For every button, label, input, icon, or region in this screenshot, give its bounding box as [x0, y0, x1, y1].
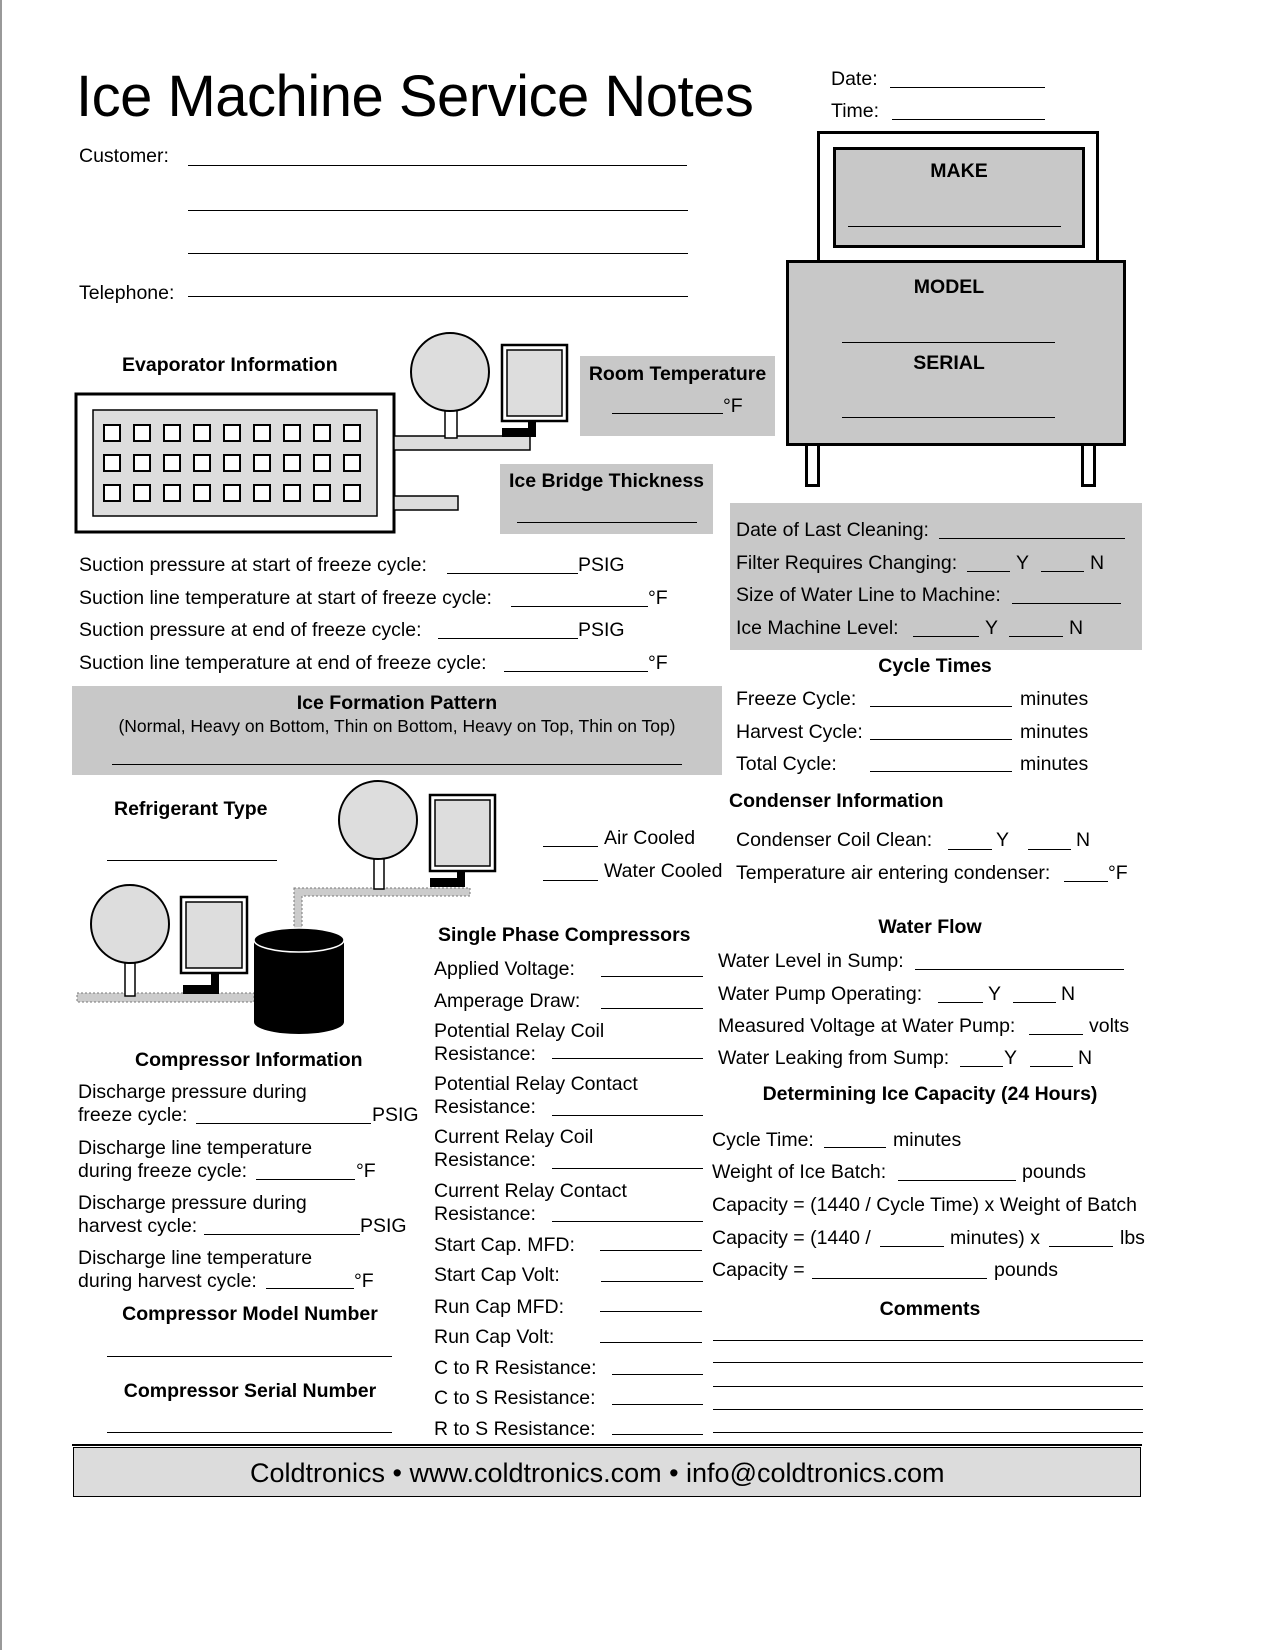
comments-line-4[interactable]	[713, 1409, 1143, 1410]
pump-no-field[interactable]	[1013, 1002, 1056, 1003]
evaporator-cell	[134, 425, 150, 441]
water-flow-heading: Water Flow	[878, 916, 982, 938]
evaporator-cell	[314, 485, 330, 501]
start-mfd-label: Start Cap. MFD:	[434, 1234, 575, 1256]
comments-line-1[interactable]	[713, 1340, 1143, 1341]
comments-heading: Comments	[879, 1298, 981, 1320]
air-cooled-label: Air Cooled	[604, 827, 696, 849]
evaporator-cell	[254, 425, 270, 441]
suction-row-1: Suction pressure at start of freeze cycle:	[79, 554, 427, 576]
ice-formation-heading: Ice Formation Pattern	[296, 692, 498, 714]
evaporator-cell	[284, 455, 300, 471]
filter-yes: Y	[1016, 552, 1030, 574]
prct-label-1: Potential Relay Contact	[434, 1073, 638, 1095]
evaporator-cell	[344, 425, 360, 441]
condenser-coil-yes-field[interactable]	[948, 849, 992, 850]
water-cooled-label: Water Cooled	[604, 860, 723, 882]
customer-label: Customer:	[79, 145, 169, 167]
discharge-3b: harvest cycle:	[78, 1215, 198, 1237]
c-s-label: C to S Resistance:	[434, 1387, 596, 1409]
comments-line-5[interactable]	[713, 1432, 1143, 1433]
evaporator-cell	[164, 455, 180, 471]
capacity-cycle-unit: minutes	[893, 1129, 962, 1151]
run-mfd-label: Run Cap MFD:	[434, 1296, 565, 1318]
pump-voltage-field[interactable]	[1029, 1034, 1083, 1035]
room-temp-unit: °F	[723, 395, 743, 417]
suction-unit-1: PSIG	[578, 554, 625, 576]
ice-formation-options: (Normal, Heavy on Bottom, Thin on Bottom, Heavy on Top, Thin on Top)	[118, 716, 676, 736]
pump-voltage-label: Measured Voltage at Water Pump:	[718, 1015, 1016, 1037]
c-s-field[interactable]	[612, 1404, 703, 1405]
capacity-f2c: lbs	[1120, 1227, 1145, 1249]
start-volt-label: Start Cap Volt:	[434, 1264, 560, 1286]
suction-unit-4: °F	[648, 652, 668, 674]
filter-no: N	[1090, 552, 1105, 574]
compressor-serial-field[interactable]	[107, 1432, 392, 1433]
capacity-f2-weight-field[interactable]	[1049, 1246, 1113, 1247]
crct-label-2: Resistance:	[434, 1203, 536, 1225]
compressor-model-heading: Compressor Model Number	[122, 1303, 378, 1325]
evaporator-cell	[104, 485, 120, 501]
evaporator-cell	[134, 485, 150, 501]
prct-field[interactable]	[552, 1115, 703, 1116]
run-volt-label: Run Cap Volt:	[434, 1326, 555, 1348]
suction-field-1[interactable]	[447, 573, 578, 574]
air-cooled-field[interactable]	[543, 846, 598, 847]
discharge-1-unit: PSIG	[372, 1104, 419, 1126]
harvest-cycle-unit: minutes	[1020, 721, 1089, 743]
capacity-f2a: Capacity = (1440 /	[712, 1227, 871, 1249]
discharge-3a: Discharge pressure during	[78, 1192, 307, 1214]
start-mfd-field[interactable]	[600, 1250, 702, 1251]
telephone-label: Telephone:	[79, 282, 175, 304]
level-label: Ice Machine Level:	[736, 617, 899, 639]
condenser-air-field[interactable]	[1064, 881, 1108, 882]
condenser-heading: Condenser Information	[729, 790, 944, 812]
capacity-weight-field[interactable]	[898, 1180, 1016, 1181]
prct-label-2: Resistance:	[434, 1096, 536, 1118]
leaking-yes-field[interactable]	[960, 1066, 1003, 1067]
evaporator-cell	[344, 485, 360, 501]
total-cycle-unit: minutes	[1020, 753, 1089, 775]
evaporator-cell	[314, 425, 330, 441]
harvest-cycle-label: Harvest Cycle:	[736, 721, 863, 743]
evaporator-cell	[224, 455, 240, 471]
capacity-weight-unit: pounds	[1022, 1161, 1086, 1183]
discharge-3-field[interactable]	[204, 1234, 360, 1235]
suction-unit-2: °F	[648, 587, 668, 609]
capacity-f2b: minutes) x	[950, 1227, 1040, 1249]
water-line-label: Size of Water Line to Machine:	[736, 584, 1001, 606]
r-s-field[interactable]	[612, 1434, 703, 1435]
discharge-2b: during freeze cycle:	[78, 1160, 248, 1182]
leaking-no: N	[1078, 1047, 1093, 1069]
evaporator-cell	[254, 485, 270, 501]
pump-yes-field[interactable]	[938, 1002, 983, 1003]
filter-yes-field[interactable]	[967, 571, 1010, 572]
suction-unit-3: PSIG	[578, 619, 625, 641]
comments-line-2[interactable]	[713, 1362, 1143, 1363]
level-no: N	[1069, 617, 1084, 639]
prc-label-1: Potential Relay Coil	[434, 1020, 605, 1042]
condenser-air-unit: °F	[1108, 862, 1128, 884]
evaporator-cell	[104, 455, 120, 471]
crc-label-1: Current Relay Coil	[434, 1126, 594, 1148]
leaking-label: Water Leaking from Sump:	[718, 1047, 950, 1069]
pump-no: N	[1061, 983, 1076, 1005]
room-temp-field[interactable]	[612, 413, 723, 414]
capacity-heading: Determining Ice Capacity (24 Hours)	[762, 1083, 1098, 1105]
footer-rule	[72, 1444, 1142, 1446]
water-line-field[interactable]	[1012, 603, 1121, 604]
evaporator-cell	[344, 455, 360, 471]
c-r-field[interactable]	[612, 1374, 703, 1375]
pump-yes: Y	[988, 983, 1002, 1005]
capacity-formula: Capacity = (1440 / Cycle Time) x Weight of Batch	[712, 1194, 1138, 1216]
evaporator-cell	[164, 485, 180, 501]
discharge-1a: Discharge pressure during	[78, 1081, 307, 1103]
amperage-label: Amperage Draw:	[434, 990, 581, 1012]
water-cooled-field[interactable]	[543, 880, 598, 881]
condenser-coil-no: N	[1076, 829, 1091, 851]
level-yes-field[interactable]	[913, 636, 979, 637]
serial-label: SERIAL	[913, 352, 985, 374]
ice-formation-field[interactable]	[112, 764, 682, 765]
refrigerant-field[interactable]	[107, 860, 277, 861]
sump-level-label: Water Level in Sump:	[718, 950, 904, 972]
harvest-cycle-field[interactable]	[870, 739, 1012, 740]
discharge-2-field[interactable]	[256, 1179, 355, 1180]
single-phase-heading: Single Phase Compressors	[438, 924, 691, 946]
capacity-result-field[interactable]	[812, 1278, 987, 1279]
comments-line-3[interactable]	[713, 1386, 1143, 1387]
applied-voltage-field[interactable]	[601, 976, 703, 977]
evaporator-cell	[194, 425, 210, 441]
time-label: Time:	[831, 100, 880, 122]
evaporator-cell	[224, 425, 240, 441]
suction-field-2[interactable]	[511, 606, 648, 607]
evaporator-cell	[224, 485, 240, 501]
suction-row-2: Suction line temperature at start of freeze cycle:	[79, 587, 492, 609]
capacity-f3a: Capacity =	[712, 1259, 805, 1281]
filter-label: Filter Requires Changing:	[736, 552, 958, 574]
suction-row-3: Suction pressure at end of freeze cycle:	[79, 619, 422, 641]
cycle-times-heading: Cycle Times	[878, 655, 992, 677]
start-volt-field[interactable]	[601, 1281, 703, 1282]
refrigerant-heading: Refrigerant Type	[114, 798, 268, 820]
discharge-1-field[interactable]	[196, 1123, 371, 1124]
evaporator-cell	[134, 455, 150, 471]
prc-label-2: Resistance:	[434, 1043, 536, 1065]
total-cycle-label: Total Cycle:	[736, 753, 837, 775]
discharge-2-unit: °F	[356, 1160, 376, 1182]
discharge-4a: Discharge line temperature	[78, 1247, 313, 1269]
last-cleaning-field[interactable]	[939, 538, 1125, 539]
discharge-4b: during harvest cycle:	[78, 1270, 257, 1292]
prc-field[interactable]	[552, 1058, 703, 1059]
c-r-label: C to R Resistance:	[434, 1357, 597, 1379]
sump-level-field[interactable]	[915, 969, 1124, 970]
run-volt-field[interactable]	[600, 1342, 702, 1343]
evaporator-cell	[284, 485, 300, 501]
crc-field[interactable]	[552, 1168, 703, 1169]
suction-row-4: Suction line temperature at end of freeze cycle:	[79, 652, 487, 674]
freeze-cycle-unit: minutes	[1020, 688, 1089, 710]
model-label: MODEL	[913, 276, 985, 298]
compressor-heading: Compressor Information	[135, 1049, 363, 1071]
page-title: Ice Machine Service Notes	[76, 64, 754, 129]
freeze-cycle-label: Freeze Cycle:	[736, 688, 857, 710]
condenser-air-label: Temperature air entering condenser:	[736, 862, 1051, 884]
crct-field[interactable]	[552, 1221, 703, 1222]
r-s-label: R to S Resistance:	[434, 1418, 596, 1440]
leaking-no-field[interactable]	[1030, 1066, 1073, 1067]
freeze-cycle-field[interactable]	[870, 706, 1012, 707]
capacity-cycle-label: Cycle Time:	[712, 1129, 814, 1151]
footer-text: Coldtronics • www.coldtronics.com • info@coldtronics.com	[250, 1458, 945, 1488]
evaporator-cell	[254, 455, 270, 471]
compressor-serial-heading: Compressor Serial Number	[123, 1380, 377, 1402]
run-mfd-field[interactable]	[600, 1311, 702, 1312]
suction-field-4[interactable]	[504, 671, 648, 672]
evaporator-cell	[194, 485, 210, 501]
pump-label: Water Pump Operating:	[718, 983, 923, 1005]
crct-label-1: Current Relay Contact	[434, 1180, 627, 1202]
ice-bridge-heading: Ice Bridge Thickness	[508, 470, 705, 492]
discharge-3-unit: PSIG	[360, 1215, 407, 1237]
total-cycle-field[interactable]	[870, 771, 1012, 772]
capacity-f3b: pounds	[994, 1259, 1058, 1281]
filter-no-field[interactable]	[1041, 571, 1084, 572]
capacity-cycle-field[interactable]	[824, 1147, 886, 1148]
discharge-1b: freeze cycle:	[78, 1104, 188, 1126]
crc-label-2: Resistance:	[434, 1149, 536, 1171]
discharge-2a: Discharge line temperature	[78, 1137, 313, 1159]
leaking-yes: Y	[1004, 1047, 1018, 1069]
evaporator-heading: Evaporator Information	[122, 354, 338, 376]
last-cleaning-label: Date of Last Cleaning:	[736, 519, 929, 541]
evaporator-cell	[164, 425, 180, 441]
capacity-f2-minutes-field[interactable]	[880, 1246, 944, 1247]
date-label: Date:	[831, 68, 878, 90]
discharge-4-field[interactable]	[266, 1288, 354, 1289]
discharge-4-unit: °F	[354, 1270, 374, 1292]
level-yes: Y	[985, 617, 999, 639]
condenser-coil-yes: Y	[996, 829, 1010, 851]
ice-bridge-field[interactable]	[517, 522, 697, 523]
evaporator-cell	[284, 425, 300, 441]
compressor-model-field[interactable]	[107, 1356, 392, 1357]
evaporator-cell	[194, 455, 210, 471]
applied-voltage-label: Applied Voltage:	[434, 958, 575, 980]
capacity-weight-label: Weight of Ice Batch:	[712, 1161, 887, 1183]
amperage-field[interactable]	[601, 1008, 703, 1009]
suction-field-3[interactable]	[438, 638, 578, 639]
level-no-field[interactable]	[1009, 636, 1063, 637]
room-temp-heading: Room Temperature	[588, 363, 767, 385]
make-label: MAKE	[930, 160, 988, 182]
pump-voltage-unit: volts	[1089, 1015, 1130, 1037]
condenser-coil-no-field[interactable]	[1028, 849, 1071, 850]
evaporator-cell	[104, 425, 120, 441]
evaporator-cell	[314, 455, 330, 471]
condenser-coil-label: Condenser Coil Clean:	[736, 829, 933, 851]
